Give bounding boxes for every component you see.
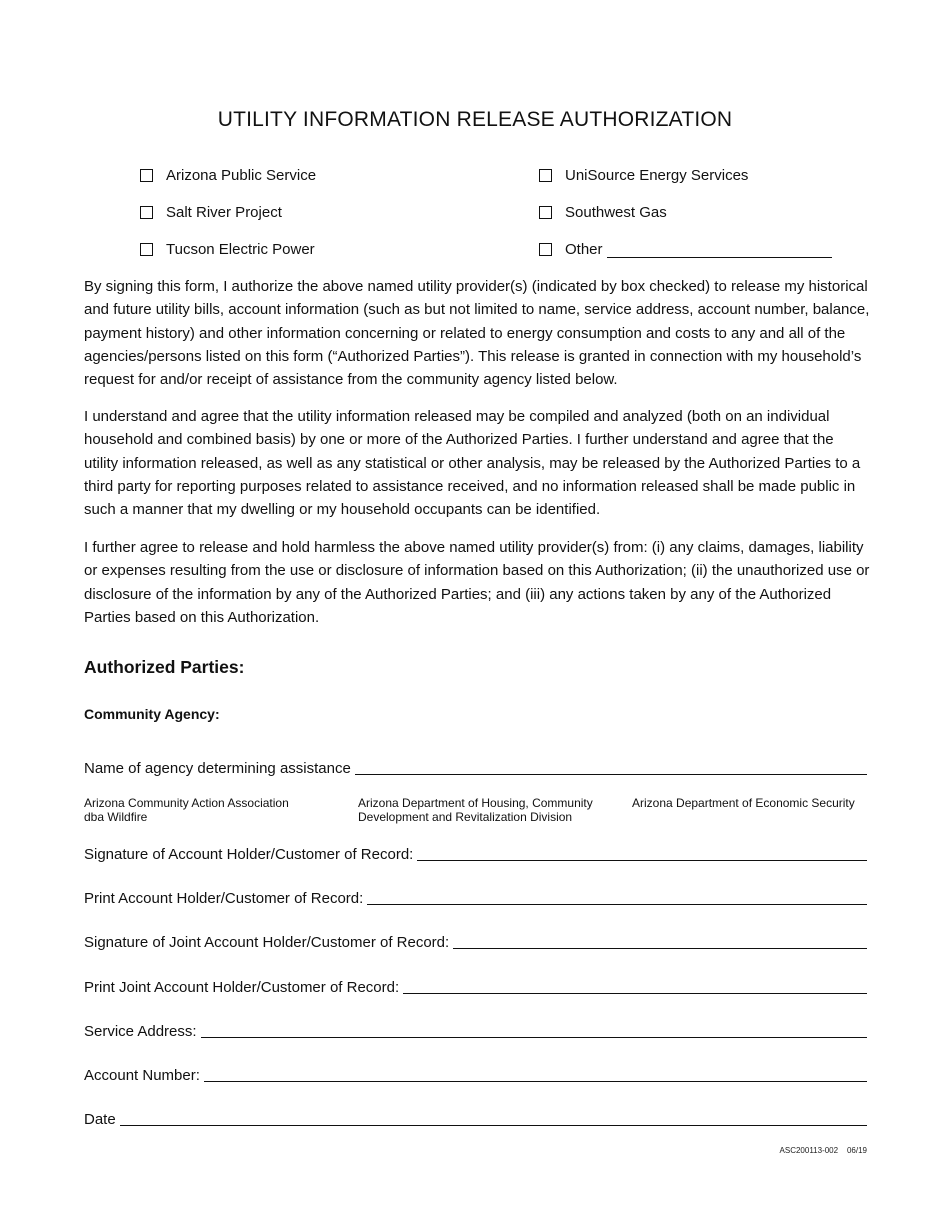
agency-name-input[interactable] <box>355 760 867 775</box>
agency-name-field <box>84 757 867 777</box>
checkbox-icon[interactable] <box>539 169 552 182</box>
provider-label: Tucson Electric Power <box>166 240 315 258</box>
form-title: UTILITY INFORMATION RELEASE AUTHORIZATION <box>217 108 733 131</box>
field-label: Date <box>84 1111 116 1128</box>
date-field <box>84 1108 867 1128</box>
agency-name-line: dba Wildfire <box>84 810 148 824</box>
joint-holder-print-input[interactable] <box>403 979 867 994</box>
service-address-field <box>84 1020 867 1040</box>
date-input[interactable] <box>120 1111 867 1126</box>
community-agency-heading: Community Agency: <box>84 706 220 722</box>
service-address-input[interactable] <box>201 1023 867 1038</box>
agency-option-adoh <box>358 796 618 824</box>
agency-option-wildfire <box>84 796 324 824</box>
form-footer <box>700 1146 867 1155</box>
account-number-field <box>84 1064 867 1084</box>
provider-option-unisource[interactable] <box>539 164 748 186</box>
agency-name-line: Development and Revitalization Division <box>358 810 573 824</box>
other-provider-field[interactable] <box>607 243 832 258</box>
checkbox-icon[interactable] <box>539 243 552 256</box>
checkbox-icon[interactable] <box>140 169 153 182</box>
field-label: Print Joint Account Holder/Customer of Record: <box>84 979 400 996</box>
field-label: Service Address: <box>84 1023 197 1040</box>
analysis-paragraph: I understand and agree that the utility information released may be compiled and analyzed (both on an individual household and combined basis) by one or more of the Authorized Parties. I further understand and agree that the utility information released, as well as any statistical or other analysis, may be released by the Authorized Parties to a third party for reporting purposes related to assistance received, and no information released shall be made public in such a manner that my dwelling or my household occupants can be identified. <box>84 408 861 519</box>
account-holder-signature-input[interactable] <box>417 846 867 861</box>
field-label: Account Number: <box>84 1067 200 1084</box>
authorized-parties-heading: Authorized Parties: <box>84 657 245 677</box>
form-id: ASC200113-002 <box>779 1146 839 1155</box>
account-holder-print-field <box>84 887 867 907</box>
form-revision: 06/19 <box>846 1146 867 1155</box>
provider-label: Arizona Public Service <box>166 166 317 184</box>
provider-option-southwest-gas[interactable] <box>539 201 667 223</box>
field-label: Name of agency determining assistance <box>84 760 351 777</box>
authorization-paragraph: By signing this form, I authorize the above named utility provider(s) (indicated by box checked) to release my historical and future utility bills, account information (such as but not limited to name, service address, account number, balance, payment history) and other information concerning or related to energy consumption and costs to any and all of the agencies/persons listed on this form (“Authorized Parties”). This release is granted in connection with my household’s request for and/or receipt of assistance from the community agency listed below. <box>84 278 870 389</box>
provider-option-aps[interactable] <box>140 164 316 186</box>
account-holder-signature-field <box>84 843 867 863</box>
agency-option-des <box>632 796 872 810</box>
joint-holder-signature-input[interactable] <box>453 934 867 949</box>
checkbox-icon[interactable] <box>140 243 153 256</box>
checkbox-icon[interactable] <box>539 206 552 219</box>
provider-label: Salt River Project <box>166 203 282 221</box>
provider-option-other[interactable] <box>539 238 832 260</box>
provider-option-srp[interactable] <box>140 201 282 223</box>
provider-option-tep[interactable] <box>140 238 315 260</box>
field-label: Signature of Account Holder/Customer of Record: <box>84 846 414 863</box>
joint-holder-signature-field <box>84 931 867 951</box>
agency-name-line: Arizona Community Action Association <box>84 796 289 810</box>
account-number-input[interactable] <box>204 1067 867 1082</box>
provider-label: UniSource Energy Services <box>565 166 749 184</box>
field-label: Signature of Joint Account Holder/Customer of Record: <box>84 934 450 951</box>
checkbox-icon[interactable] <box>140 206 153 219</box>
release-paragraph: I further agree to release and hold harmless the above named utility provider(s) from: (i) any claims, damages, liability or expenses resulting from the use or disclosure of information based on this Authorization; (ii) the unauthorized use or disclosure of the information by any of the Authorized Parties; and (iii) any actions taken by any of the Authorized Parties based on this Authorization. <box>84 539 870 626</box>
account-holder-print-input[interactable] <box>367 890 867 905</box>
agency-name-line: Arizona Department of Housing, Community <box>358 796 593 810</box>
provider-label: Southwest Gas <box>565 203 667 221</box>
agency-name-line: Arizona Department of Economic Security <box>632 796 855 810</box>
field-label: Print Account Holder/Customer of Record: <box>84 890 364 907</box>
joint-holder-print-field <box>84 976 867 996</box>
provider-label: Other <box>565 240 603 258</box>
